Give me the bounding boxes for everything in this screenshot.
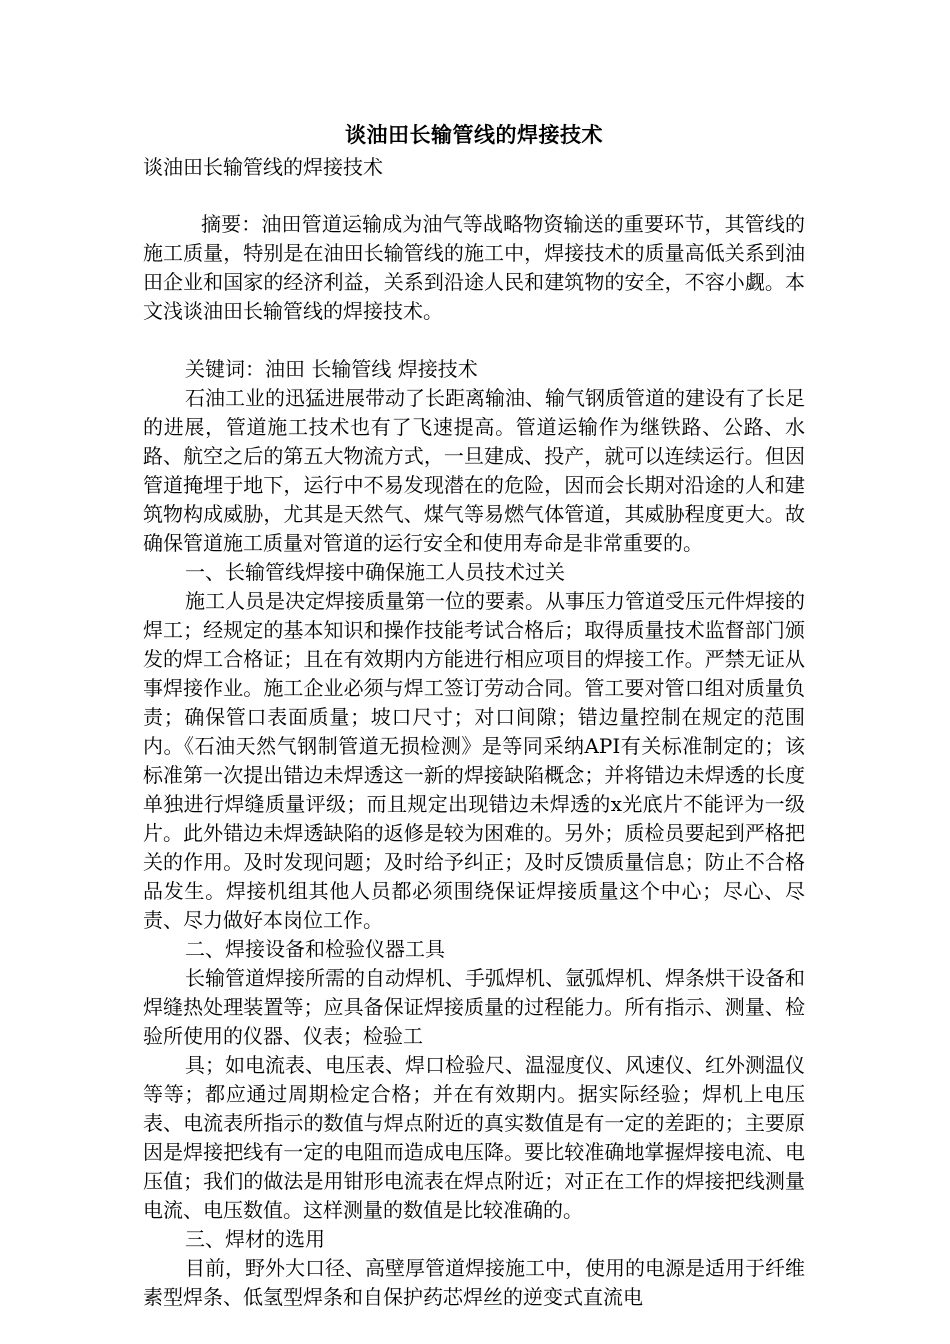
section-heading: 三、焊材的选用	[185, 1227, 325, 1251]
document-title: 谈油田长输管线的焊接技术	[345, 123, 603, 147]
body-paragraph: 目前，野外大口径、高壁厚管道焊接施工中，使用的电源是适用于纤维素型焊条、低氢型焊条和自保护药芯焊丝的逆变式直流电	[143, 1256, 805, 1309]
body-paragraph: 具；如电流表、电压表、焊口检验尺、温湿度仪、风速仪、红外测温仪等等；都应通过周期检定合格；并在有效期内。据实际经验；焊机上电压表、电流表所指示的数值与焊点附近的真实数值是有一定的差距的；主要原因是焊接把线有一定的电阻而造成电压降。要比较准确地掌握焊接电流、电压值；我们的做法是用钳形电流表在焊点附近；对正在工作的焊接把线测量电流、电压数值。这样测量的数值是比较准确的。	[143, 1053, 805, 1222]
section-heading: 二、焊接设备和检验仪器工具	[185, 937, 445, 961]
document-subtitle: 谈油田长输管线的焊接技术	[143, 155, 383, 179]
body-paragraph: 施工人员是决定焊接质量第一位的要素。从事压力管道受压元件焊接的焊工；经规定的基本知识和操作技能考试合格后；取得质量技术监督部门颁发的焊工合格证；且在有效期内方能进行相应项目的焊接工作。严禁无证从事焊接作业。施工企业必须与焊工签订劳动合同。管工要对管口组对质量负责；确保管口表面质量；坡口尺寸；对口间隙；错边量控制在规定的范围内。《石油天然气钢制管道无损检测》是等同采纳API有关标准制定的；该标准第一次提出错边未焊透这一新的焊接缺陷概念；并将错边未焊透的长度单独进行焊缝质量评级；而且规定出现错边未焊透的x光底片不能评为一级片。此外错边未焊透缺陷的返修是较为困难的。另外；质检员要起到严格把关的作用。及时发现问题；及时给予纠正；及时反馈质量信息；防止不合格品发生。焊接机组其他人员都必须围绕保证焊接质量这个中心；尽心、尽责、尽力做好本岗位工作。	[143, 589, 805, 932]
keywords-line: 关键词：油田 长输管线 焊接技术	[185, 357, 478, 381]
body-paragraph: 长输管道焊接所需的自动焊机、手弧焊机、氩弧焊机、焊条烘干设备和焊缝热处理装置等；应具备保证焊接质量的过程能力。所有指示、测量、检验所使用的仪器、仪表；检验工	[143, 966, 805, 1048]
section-heading: 一、长输管线焊接中确保施工人员技术过关	[185, 560, 565, 584]
document-page	[143, 118, 805, 1312]
body-paragraph: 石油工业的迅猛进展带动了长距离输油、输气钢质管道的建设有了长足的进展，管道施工技术也有了飞速提高。管道运输作为继铁路、公路、水路、航空之后的第五大物流方式，一旦建成、投产，就可以连续运行。但因管道掩埋于地下，运行中不易发现潜在的危险，因而会长期对沿途的人和建筑物构成威胁，尤其是天然气、煤气等易燃气体管道，其威胁程度更大。故确保管道施工质量对管道的运行安全和使用寿命是非常重要的。	[143, 386, 805, 555]
abstract-paragraph: 摘要：油田管道运输成为油气等战略物资输送的重要环节，其管线的施工质量，特别是在油田长输管线的施工中，焊接技术的质量高低关系到油田企业和国家的经济利益，关系到沿途人民和建筑物的安全，不容小觑。本文浅谈油田长输管线的焊接技术。	[143, 212, 805, 323]
